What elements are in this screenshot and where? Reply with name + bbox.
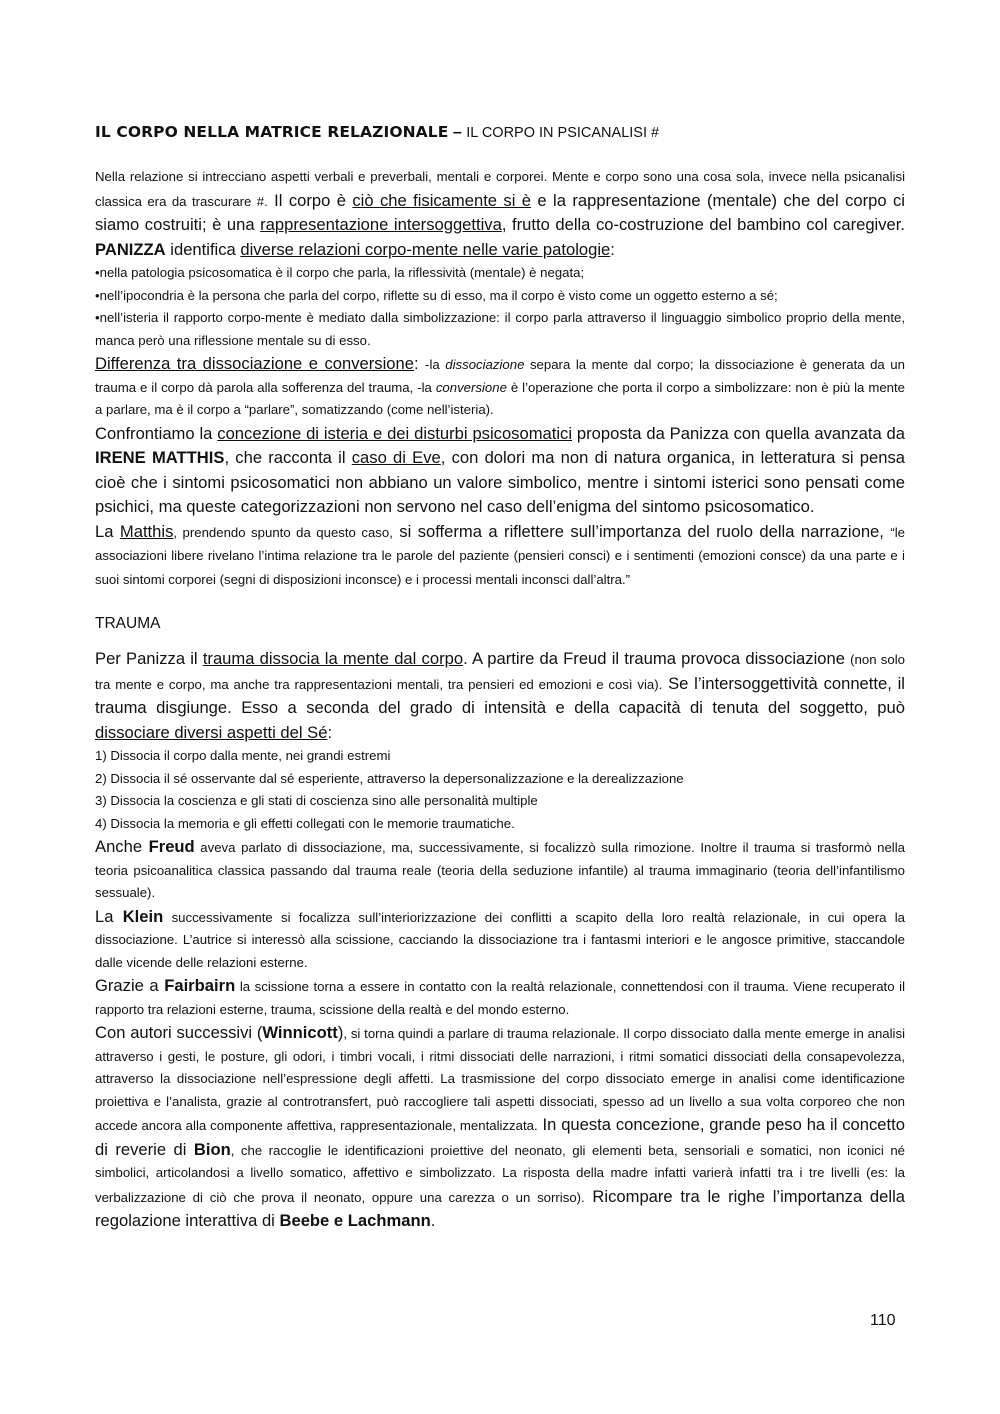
paragraph-klein — [95, 905, 905, 975]
text-run: Se l’intersoggettività connette, il trauma disgiunge. Esso a seconda del grado di intensità e della capacità di tenuta del soggetto, può — [95, 673, 905, 717]
bold-name: Beebe e Lachmann — [279, 1211, 431, 1230]
title-main: IL CORPO NELLA MATRICE RELAZIONALE — [95, 123, 449, 141]
text-run: -la — [425, 357, 446, 372]
text-run: successivamente si focalizza sull’interiorizzazione dei conflitti a scapito della loro realtà relazionale, in cui opera la dissociazione. L’autrice si interessò alla scissione, cacciando la dissociazione tra i fantasmi interiori e le angosce primitive, staccandole dalle vicende delle relazioni esterne. — [95, 909, 906, 970]
text-run: : — [413, 354, 426, 373]
bold-name: Bion — [193, 1139, 231, 1159]
bold-name: Klein — [122, 906, 164, 926]
underlined-text: dissociare diversi aspetti del Sé — [95, 722, 328, 742]
text-run: Nella relazione si intrecciano aspetti verbali e preverbali, mentali e corporei. Mente e corpo sono una cosa sola, invece nella psicanalisi classica era da trascurare #. — [95, 169, 905, 209]
page-title — [95, 120, 905, 145]
bullet-item: •nella patologia psicosomatica è il corpo che parla, la riflessività (mentale) è negata; — [95, 265, 585, 280]
text-run: : — [327, 722, 333, 742]
text-run: , si torna quindi a parlare di trauma relazionale. Il corpo dissociato dalla mente emerge in analisi attraverso i gesti, le posture, gli odori, i timbri vocali, i ritmi dissociati delle narrazioni, i ritmi somatici dissociati della consapevolezza, attraverso la dissociazione nell’espressione degli affetti. La trasmissione del corpo dissociato emerge in analisi come identificazione proiettiva e l’analista, grazie al controtransfert, può raccogliere tali aspetti dissociati, spesso ad un livello a sua volta corporeo che non accede ancora alla componente affettiva, rappresentazionale, mentalizzata. — [95, 1026, 906, 1133]
text-run: . — [430, 1211, 436, 1230]
underlined-text: caso di Eve — [351, 448, 441, 467]
paragraph-matthis — [95, 422, 905, 520]
bold-name: Fairbairn — [164, 976, 236, 995]
paragraph-trauma — [95, 647, 905, 745]
paragraph-winnicott — [95, 1021, 905, 1234]
text-run: : — [610, 239, 615, 259]
numbered-item: 1) Dissocia il corpo dalla mente, nei grandi estremi — [95, 748, 391, 763]
section-heading-trauma: TRAUMA — [95, 615, 161, 632]
underlined-text: ciò che fisicamente si è — [352, 190, 532, 210]
text-run: proposta da Panizza con quella avanzata da — [572, 423, 906, 443]
text-run: Il corpo è — [267, 190, 353, 210]
text-run: La — [95, 521, 120, 541]
text-run: , che raccoglie le identificazioni proiettive del neonato, gli elementi beta, sensoriali e somatici, non iconici né simbolici, articolandosi a livello somatico, affettivo e simbolizzato. La risposta della madre infatti varierà infatti tra i tre livelli (es: la verbalizzazione di ciò che prova il neonato, oppure una carezza o un sorriso). — [95, 1142, 905, 1205]
text-run: Confrontiamo la — [95, 423, 218, 443]
numbered-item: 4) Dissocia la memoria e gli effetti collegati con le memorie traumatiche. — [95, 815, 515, 831]
text-run: Grazie a — [95, 976, 165, 995]
text-run: , frutto della co-costruzione del bambino col caregiver. — [501, 215, 905, 234]
text-run: Con autori successivi ( — [95, 1023, 263, 1042]
text-run: , prendendo spunto da questo caso, — [173, 524, 393, 540]
text-run: Ricompare tra le righe l’importanza della regolazione interattiva di — [95, 1186, 905, 1230]
paragraph-dissociation — [95, 352, 905, 422]
bold-name: IRENE MATTHIS — [95, 448, 225, 467]
text-run: Per Panizza il — [95, 649, 203, 668]
bold-name: Freud — [148, 837, 195, 856]
italic-text: dissociazione — [445, 357, 525, 372]
paragraph-narration — [95, 520, 905, 592]
bold-name: Winnicott — [262, 1023, 338, 1042]
numbered-item: 3) Dissocia la coscienza e gli stati di coscienza sino alle personalità multiple — [95, 793, 538, 808]
underlined-text: diverse relazioni corpo-mente nelle varie patologie — [240, 239, 611, 259]
title-subtitle: IL CORPO IN PSICANALISI # — [466, 125, 660, 141]
text-run: la scissione torna a essere in contatto con la realtà relazionale, connettendosi con il trauma. Viene recuperato il rapporto tra relazioni esterne, trauma, scissione della realtà e del mondo esterno. — [95, 979, 905, 1017]
paragraph-intro — [95, 165, 905, 262]
text-run: e la rappresentazione (mentale) che del corpo ci siamo costruiti; è una — [95, 190, 905, 234]
bullet-item: •nell’ipocondria è la persona che parla del corpo, riflette su di esso, ma il corpo è visto come un oggetto esterno a sé; — [95, 287, 778, 303]
underlined-text: rappresentazione intersoggettiva — [260, 215, 502, 234]
text-run: (non solo tra mente e corpo, ma anche tra rappresentazioni mentali, tra pensieri ed emozioni e così via). — [95, 652, 905, 692]
underlined-text: Differenza tra dissociazione e conversione — [95, 354, 414, 373]
quoted-text: “le associazioni libere rivelano l’intima relazione tra le parole del paziente (pensieri consci) e i sentimenti (emozioni consce) da una parte e i suoi sintomi corporei (segni di disposizioni inconsce) e i processi mentali inconsci dall’altra.” — [95, 524, 905, 587]
text-run: è l’operazione che porta il corpo a simbolizzare: non è più la mente a parlare, ma è il corpo a “parlare”, somatizzando (come nell’isteria). — [95, 379, 905, 417]
text-run: , con dolori ma non di natura organica, in letteratura si pensa cioè che i sintomi psicosomatici non abbiano un valore simbolico, mentre i sintomi isterici sono pensati come psichici, ma queste categorizzazioni non servono nel caso dell’enigma del sintomo psicosomatico. — [95, 448, 905, 516]
text-run: . A partire da Freud il trauma provoca dissociazione — [463, 649, 851, 668]
text-run: ) — [337, 1023, 344, 1042]
underlined-text: Matthis — [119, 521, 174, 541]
numbered-item: 2) Dissocia il sé osservante dal sé esperiente, attraverso la depersonalizzazione e la derealizzazione — [95, 770, 684, 786]
text-run: , che racconta il — [224, 448, 352, 467]
page-number: 110 — [870, 1312, 896, 1329]
italic-text: conversione — [435, 379, 507, 395]
underlined-text: trauma dissocia la mente dal corpo — [202, 649, 464, 668]
bullet-item: •nell’isteria il rapporto corpo-mente è mediato dalla simbolizzazione: il corpo parla attraverso il linguaggio simbolico proprio della mente, manca però una riflessione mentale su di esso. — [95, 310, 905, 348]
page-content — [95, 120, 905, 1234]
paragraph-freud — [95, 835, 905, 905]
text-run: separa la mente dal corpo; la dissociazione è generata da un trauma e il corpo dà parola alla sofferenza del trauma, -la — [95, 357, 905, 395]
title-separator: – — [448, 124, 467, 141]
text-run: In questa concezione, grande peso ha il concetto di reverie di — [95, 1115, 905, 1159]
text-run: Anche — [95, 837, 149, 856]
underlined-text: concezione di isteria e dei disturbi psicosomatici — [217, 423, 573, 443]
bold-name: PANIZZA — [95, 239, 166, 259]
text-run: aveva parlato di dissociazione, ma, successivamente, si focalizzò sulla rimozione. Inoltre il trauma si trasformò nella teoria psicoanalitica classica passando dal trauma reale (teoria della seduzione infantile) al trauma immaginario (teoria dell’infantilismo sessuale). — [95, 840, 905, 900]
text-run: si sofferma a riflettere sull’importanza del ruolo della narrazione, — [392, 521, 891, 541]
paragraph-fairbairn — [95, 974, 905, 1021]
text-run: identifica — [165, 239, 241, 259]
text-run: La — [95, 906, 123, 926]
